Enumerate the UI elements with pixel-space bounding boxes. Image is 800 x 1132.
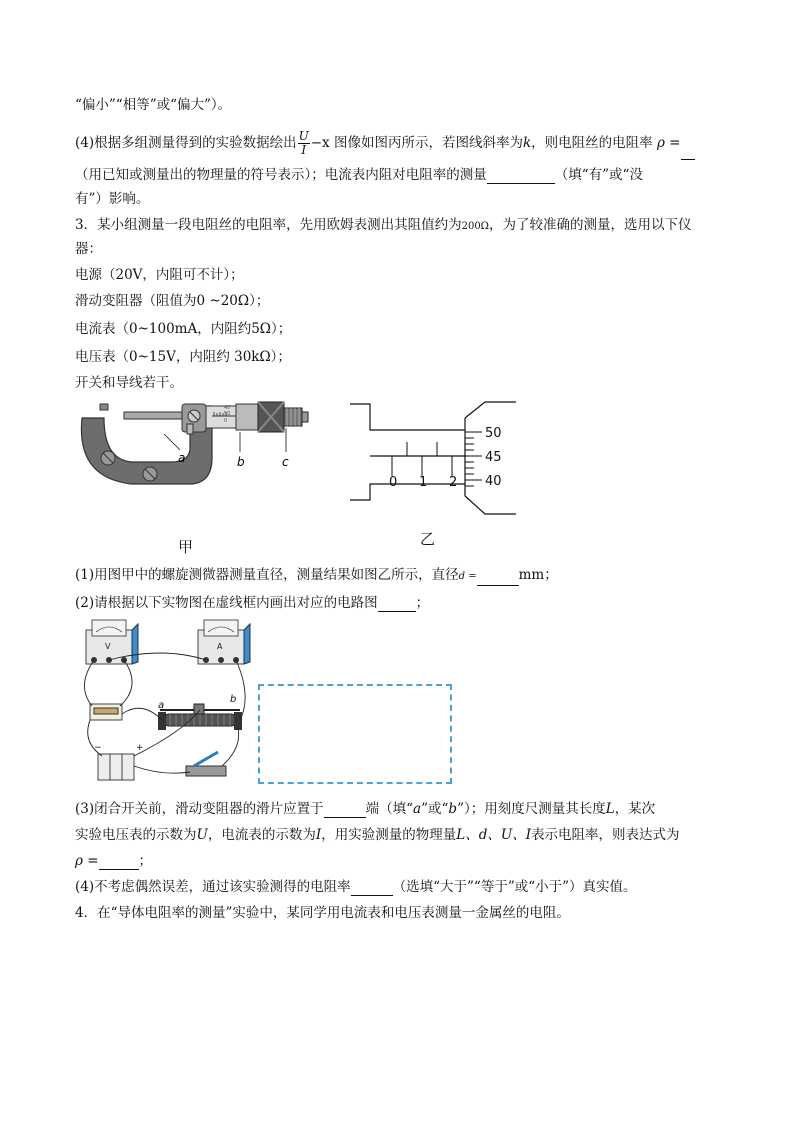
micrometer-label-a: a (178, 451, 186, 465)
text: mm； (518, 567, 558, 583)
text-line (75, 266, 244, 284)
text: 开关和导线若干。 (75, 375, 183, 391)
thimble-scale-50: 50 (485, 426, 502, 441)
rho-symbol: ρ = (75, 853, 99, 869)
answer-blank[interactable] (99, 855, 139, 870)
fraction-denominator: I (301, 143, 307, 157)
text: ”）；用刻度尺测量其长度 (457, 801, 606, 817)
thimble-scale-45: 45 (485, 450, 502, 465)
micrometer-figure (72, 398, 312, 558)
text: 表示电阻率，则表达式为 (531, 827, 680, 843)
text-line (75, 166, 643, 184)
rheostat-end-b: b (230, 694, 237, 705)
text: 有”）影响。 (75, 191, 150, 207)
text: ）； (249, 293, 270, 309)
end-b: b (448, 801, 458, 817)
variables: L、d、U、I (456, 827, 532, 843)
question-3-cont (75, 826, 680, 844)
text-line (75, 126, 695, 160)
rheostat (158, 694, 242, 730)
voltmeter (86, 620, 138, 664)
answer-blank[interactable] (477, 571, 519, 586)
svg-text:50: 50 (224, 411, 231, 417)
length-symbol: L (605, 801, 615, 817)
resistance-value: 5Ω (251, 321, 272, 337)
circuit-figure (72, 616, 252, 786)
text: ）； (271, 321, 292, 337)
text-line (75, 320, 291, 338)
text: ，用实验测量的物理量 (321, 827, 457, 843)
text: 3．某小组测量一段电阻丝的电阻率，先用欧姆表测出其阻值约为 (75, 217, 462, 233)
micrometer-label-b: b (237, 455, 245, 469)
svg-text:+: + (136, 743, 144, 753)
text: 实验电压表的示数为 (75, 827, 197, 843)
text-line (75, 216, 691, 236)
text: 电源（20V，内阻可不计）； (75, 267, 244, 283)
svg-text:0: 0 (224, 418, 228, 424)
resistance-range: 0 ~20Ω (196, 293, 250, 309)
main-scale-0: 0 (389, 475, 398, 490)
text: ，某次 (614, 801, 656, 817)
rho-symbol: ρ = (656, 135, 681, 151)
text-line (75, 190, 149, 208)
text-line (75, 240, 102, 258)
main-scale-1: 1 (419, 475, 428, 490)
answer-blank[interactable] (681, 145, 695, 160)
question-next (75, 904, 570, 922)
question-1 (75, 566, 558, 586)
text: ，为了较准确的测量，选用以下仪 (488, 217, 692, 233)
question-4 (75, 878, 637, 896)
figure-label-yi: 乙 (420, 530, 436, 548)
end-a: a (413, 801, 422, 817)
micrometer-reading-figure (340, 398, 530, 522)
text-line (75, 348, 291, 366)
answer-blank[interactable] (351, 881, 393, 896)
ammeter (198, 620, 250, 664)
question-3 (75, 800, 655, 818)
text: 滑动变阻器（阻值为 (75, 293, 197, 309)
current-symbol: I (315, 827, 322, 843)
text: 电压表（0~15V，内阻约 30kΩ）； (75, 349, 291, 365)
voltmeter-label: V (105, 642, 111, 651)
figure-label-jia: 甲 (178, 538, 194, 556)
text-line (75, 96, 231, 114)
text: 端（填“ (365, 801, 414, 817)
fraction (298, 130, 310, 157)
svg-text:40: 40 (224, 405, 231, 411)
text: (3)闭合开关前，滑动变阻器的滑片应置于 (75, 801, 324, 817)
text: (2)请根据以下实物图在虚线框内画出对应的电路图 (75, 595, 378, 611)
ammeter-label: A (217, 642, 223, 651)
battery (94, 743, 144, 780)
resistance-value: 200Ω (461, 221, 489, 232)
answer-blank[interactable] (324, 803, 366, 818)
text: ，电流表的示数为 (207, 827, 316, 843)
text: (4)不考虑偶然误差，通过该实验测得的电阻率 (75, 879, 351, 895)
switch (186, 752, 226, 776)
text: ，则电阻丝的电阻率 (531, 135, 653, 151)
micrometer-label-c: c (282, 455, 289, 469)
diameter-symbol: d = (458, 571, 477, 582)
text: (1)用图甲中的螺旋测微器测量直径，测量结果如图乙所示，直径 (75, 567, 459, 583)
rheostat-end-a: a (158, 700, 165, 711)
text: ； (138, 853, 153, 869)
text: ”或“ (421, 801, 449, 817)
text: （选填“大于”“等于”或“小于”）真实值。 (392, 879, 637, 895)
text: “偏小”“相等”或“偏大”）。 (75, 97, 232, 113)
text: 器： (75, 241, 102, 257)
fraction-numerator: U (298, 129, 309, 143)
text-line (75, 374, 183, 392)
text: −x 图像如图丙所示，若图线斜率为 (310, 135, 523, 151)
text: ； (415, 595, 430, 611)
question-3-expr (75, 852, 152, 870)
voltage-symbol: U (196, 827, 208, 843)
slope-symbol: k (522, 135, 532, 151)
thimble-scale-40: 40 (485, 474, 502, 489)
circuit-diagram-answer-box[interactable] (258, 684, 452, 784)
text: 电流表（0~100mA，内阻约 (75, 321, 252, 337)
text: 4．在“导体电阻率的测量”实验中，某同学用电流表和电压表测量一金属丝的电阻。 (75, 905, 570, 921)
text: （填“有”或“没 (554, 167, 643, 183)
answer-blank[interactable] (378, 597, 416, 612)
text: (4)根据多组测量得到的实验数据绘出 (75, 135, 297, 151)
answer-blank[interactable] (487, 169, 555, 184)
svg-text:−: − (94, 743, 102, 753)
question-2 (75, 594, 429, 612)
main-scale-2: 2 (449, 475, 458, 490)
text-line (75, 292, 269, 310)
text: （用已知或测量出的物理量的符号表示）；电流表内阻对电阻率的测量 (75, 167, 487, 183)
